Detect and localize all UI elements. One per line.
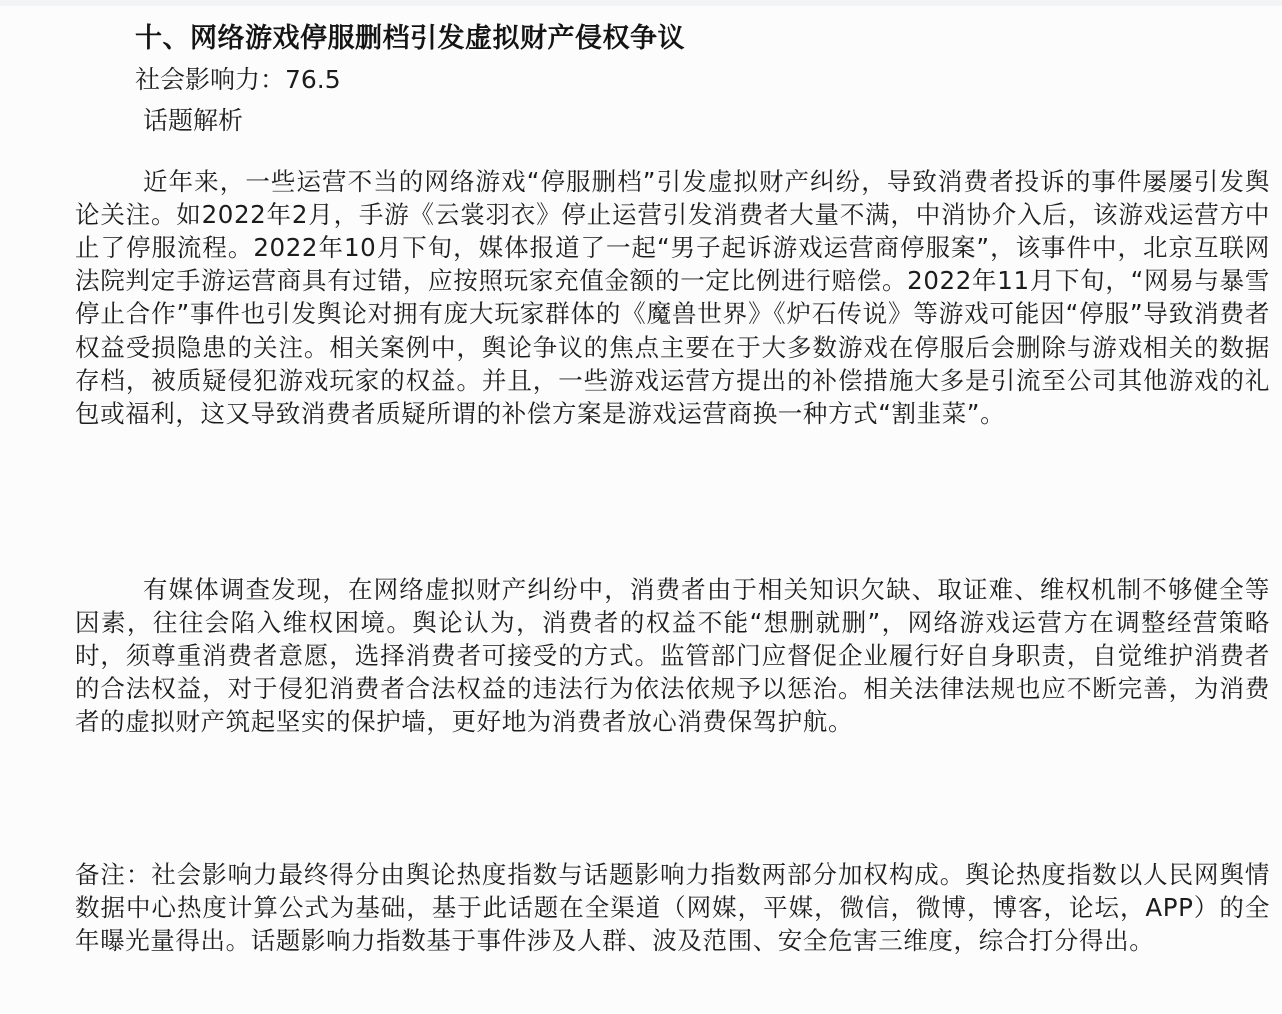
topic-analysis-heading: 话题解析 bbox=[143, 106, 244, 135]
social-impact-score: 社会影响力：76.5 bbox=[135, 65, 341, 94]
footnote-remark: 备注：社会影响力最终得分由舆论热度指数与话题影响力指数两部分加权构成。舆论热度指数以人民网舆情数据中心热度计算公式为基础，基于此话题在全渠道（网媒，平媒，微信，微博，博客，论坛，APP）的全年曝光量得出。话题影响力指数基于事件涉及人群、波及范围、安全危害三维度，综合打分得出。 bbox=[75, 859, 1270, 955]
analysis-paragraph-1: 近年来，一些运营不当的网络游戏“停服删档”引发虚拟财产纠纷，导致消费者投诉的事件屡屡引发舆论关注。如2022年2月，手游《云裳羽衣》停止运营引发消费者大量不满，中消协介入后，该游戏运营方中止了停服流程。2022年10月下旬，媒体报道了一起“男子起诉游戏运营商停服案”，该事件中，北京互联网法院判定手游运营商具有过错，应按照玩家充值金额的一定比例进行赔偿。2022年11月下旬，“网易与暴雪停止合作”事件也引发舆论对拥有庞大玩家群体的《魔兽世界》《炉石传说》等游戏可能因“停服”导致消费者权益受损隐患的关注。相关案例中，舆论争议的焦点主要在于大多数游戏在停服后会删除与游戏相关的数据存档，被质疑侵犯游戏玩家的权益。并且，一些游戏运营方提出的补偿措施大多是引流至公司其他游戏的礼包或福利，这又导致消费者质疑所谓的补偿方案是游戏运营商换一种方式“割韭菜”。 bbox=[75, 166, 1270, 428]
analysis-paragraph-2: 有媒体调查发现，在网络虚拟财产纠纷中，消费者由于相关知识欠缺、取证难、维权机制不够健全等因素，往往会陷入维权困境。舆论认为，消费者的权益不能“想删就删”，网络游戏运营方在调整经营策略时，须尊重消费者意愿，选择消费者可接受的方式。监管部门应督促企业履行好自身职责，自觉维护消费者的合法权益，对于侵犯消费者合法权益的违法行为依法依规予以惩治。相关法律法规也应不断完善，为消费者的虚拟财产筑起坚实的保护墙，更好地为消费者放心消费保驾护航。 bbox=[75, 574, 1270, 737]
section-title: 十、网络游戏停服删档引发虚拟财产侵权争议 bbox=[135, 23, 685, 54]
